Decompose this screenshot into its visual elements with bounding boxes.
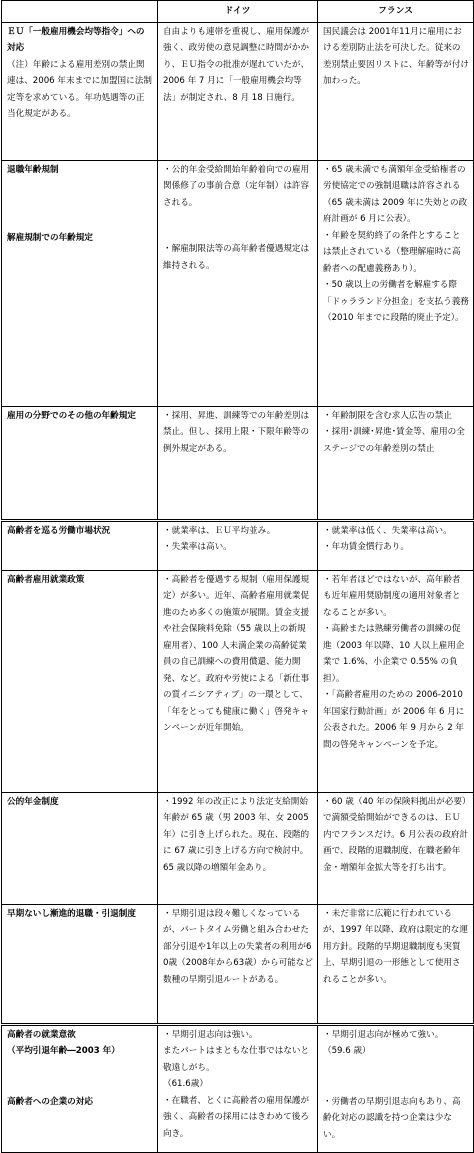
row-heading: 退職年齢規制 <box>7 164 59 175</box>
table-row <box>2 406 474 520</box>
row-heading: 高齢者への企業の対応 <box>7 1096 93 1107</box>
cell-text: ・解雇制限法等の高年齢者優遇規定は維持される。 <box>163 244 310 271</box>
cell-text: またパートはまともな仕事ではないと敬遠しがち。 <box>163 1046 310 1073</box>
france-cell <box>318 904 474 1024</box>
table-row <box>2 1024 474 1152</box>
row-heading: ＥＵ「一般雇用機会均等指令」への対応 <box>7 26 145 54</box>
cell-text: ・早期引退志向が極めて強い。 <box>323 1029 444 1040</box>
row-heading: 解雇規制での年齢規定 <box>7 233 93 244</box>
cell-text: ・就業率は、ＥＵ平均並み。 <box>163 525 276 536</box>
cell-text: ・50 歳以上の労働者を解雇する際「ドゥラランド分担金」を支払う義務（2010 年までに段階的廃止予定）。 <box>323 280 469 324</box>
cell-text: ・失業率は高い。 <box>163 542 232 553</box>
table-row <box>2 22 474 160</box>
table-header-row <box>2 1 474 23</box>
row-heading: 高齢者を巡る労働市場状況 <box>7 525 111 536</box>
cell-text: ・早期引退志向は強い。 <box>163 1029 258 1040</box>
germany-cell <box>158 792 318 904</box>
cell-text: ・労働者の早期引退志向もあり、高齢化対応の認識を持つ企業は少ない。 <box>323 1096 461 1140</box>
cell-text: ・60 歳（40 年の保険料拠出が必要）で満額受給開始ができるのは、ＥＵ内でフランスだけ。6 月公表の政府計画で、段階的退職制度、在職老齢年金・増額年金拡大等を打ち出す。 <box>323 796 469 873</box>
cell-text: 65 歳以降の増額年金あり。 <box>163 862 272 873</box>
germany-cell <box>158 22 318 160</box>
comparison-table <box>1 0 474 1153</box>
row-label <box>2 1024 158 1152</box>
cell-text: ・若年者ほどではないが、高年齢者も近年雇用奨励制度の適用対象者となることが多い。 <box>323 574 461 618</box>
row-heading: （平均引退年齢―2003 年） <box>7 1046 120 1057</box>
table-row <box>2 160 474 406</box>
cell-text: ・高齢者を優遇する規制（雇用保護規定）が多い。近年、高齢者雇用就業促進のため多くの施策が展開。賃金支援や社会保険料免除（55 歳以上の新規雇用者）、100 人未満企業の高齢従業員の自己訓練への費用償還、能力開発、など。政府や労使による「新仕事の質イニシアティブ」の一環として、「年をとっても健康に働く」啓発キャンペーンが近年開始。 <box>163 574 310 734</box>
cell-text: ・採用、昇進、訓練等での年齢差別は禁止。但し、採用上限・下限年齢等の例外規定がある。 <box>163 410 310 454</box>
row-label <box>2 406 158 520</box>
germany-cell <box>158 570 318 792</box>
france-cell <box>318 22 474 160</box>
germany-cell <box>158 520 318 570</box>
header-germany: ドイツ <box>158 1 318 23</box>
cell-text: （59.6 歳） <box>323 1046 371 1057</box>
header-france: フランス <box>318 1 474 23</box>
cell-text: ・在職者、とくに高齢者の雇用保護が強く、高齢者の採用にはきわめて後ろ向き。 <box>163 1095 310 1139</box>
cell-text: ・高齢または熟練労働者の訓練の促進（2003 年以降、10 人以上雇用企業で 1.6%、小企業で 0.55% の負担）。 <box>323 624 465 684</box>
france-cell <box>318 1024 474 1152</box>
row-heading: 雇用の分野でのその他の年齢規定 <box>7 410 136 421</box>
row-label <box>2 792 158 904</box>
france-cell <box>318 792 474 904</box>
france-cell <box>318 570 474 792</box>
cell-text: 自由よりも連帯を重視し、雇用保護が強く、政労使の意見調整に時間がかかり、ＥＵ指令の批准が遅れていたが、2006 年 7 月に「一般雇用機会均等法」が制定され、8 月 18 日施行。 <box>163 26 310 103</box>
germany-cell <box>158 904 318 1024</box>
table-row <box>2 520 474 570</box>
cell-text: 国民議会は 2001年11月に雇用における差別防止法を可決した。従来の差別禁止要因リストに、年齢等が付け加わった。 <box>323 26 469 87</box>
cell-text: ・年功賃金慣行あり。 <box>323 542 409 553</box>
germany-cell <box>158 406 318 520</box>
cell-text: ・年齢制限を含む求人広告の禁止 <box>323 410 452 421</box>
cell-text: ・65 歳未満でも満額年金受給権者の労使協定での強制退職は許容される（65 歳未満は 2009 年に失効との政府計画が 6 月に公表）。 <box>323 164 468 225</box>
row-label <box>2 22 158 160</box>
row-label <box>2 570 158 792</box>
cell-text: ・採用･訓練･昇進･賃金等、雇用の全ステージでの年齢差別の禁止 <box>323 427 465 454</box>
cell-text: ・未だ非常に広範に行われているが、1997 年以降、政府は限定的な運用方針。段階的早期退職制度も実質上、早期引退の一形態として使用されることが多い。 <box>323 908 468 985</box>
france-cell <box>318 520 474 570</box>
row-label <box>2 904 158 1024</box>
cell-text: （61.6歳） <box>163 1079 208 1090</box>
germany-cell <box>158 160 318 406</box>
table-row <box>2 792 474 904</box>
cell-text: ・「高齢者雇用のための 2006-2010 年国家行動計画」が 2006 年 6 月に公表された。2006 年 9 月から 2 年間の啓発キャンペーンを予定。 <box>323 690 465 750</box>
france-cell <box>318 160 474 406</box>
cell-text: ・就業率は低く、失業率は高い。 <box>323 525 452 536</box>
row-heading: 公的年金制度 <box>7 796 59 807</box>
cell-text: ・年齢を契約終了の条件とすることは禁止されている（整理解雇時に高齢者への配慮義務あり）。 <box>323 230 461 274</box>
row-note: （注）年齢による雇用差別の禁止関連は、2006 年末までに加盟国に法制定等を求めている。年功処遇等の正当化規定がある。 <box>7 59 152 120</box>
cell-text: ・公的年金受給開始年齢着向での雇用関係修了の事前合意（定年制）は許容される。 <box>163 164 310 208</box>
cell-text: ・1992 年の改正により法定支給開始年齢が 65 歳（男 2003 年、女 2005 年）に引き上げられた。現在、段階的に 67 歳に引き上げる方向で検討中。 <box>163 796 310 857</box>
row-label <box>2 160 158 406</box>
cell-text: ・早期引退は段々難しくなっているが、パートタイム労働と組み合わせた部分引退や1年以上の失業者の利用が60歳（2008年から63歳）から可能など数種の早期引退ルートがある。 <box>163 908 313 985</box>
germany-cell <box>158 1024 318 1152</box>
row-label <box>2 520 158 570</box>
france-cell <box>318 406 474 520</box>
row-heading: 高齢者の就業意欲 <box>7 1029 76 1040</box>
row-heading: 高齢者雇用就業政策 <box>7 574 85 585</box>
table-row <box>2 570 474 792</box>
header-blank <box>2 1 158 23</box>
table-row <box>2 904 474 1024</box>
row-heading: 早期ないし漸進的退職・引退制度 <box>7 908 136 919</box>
